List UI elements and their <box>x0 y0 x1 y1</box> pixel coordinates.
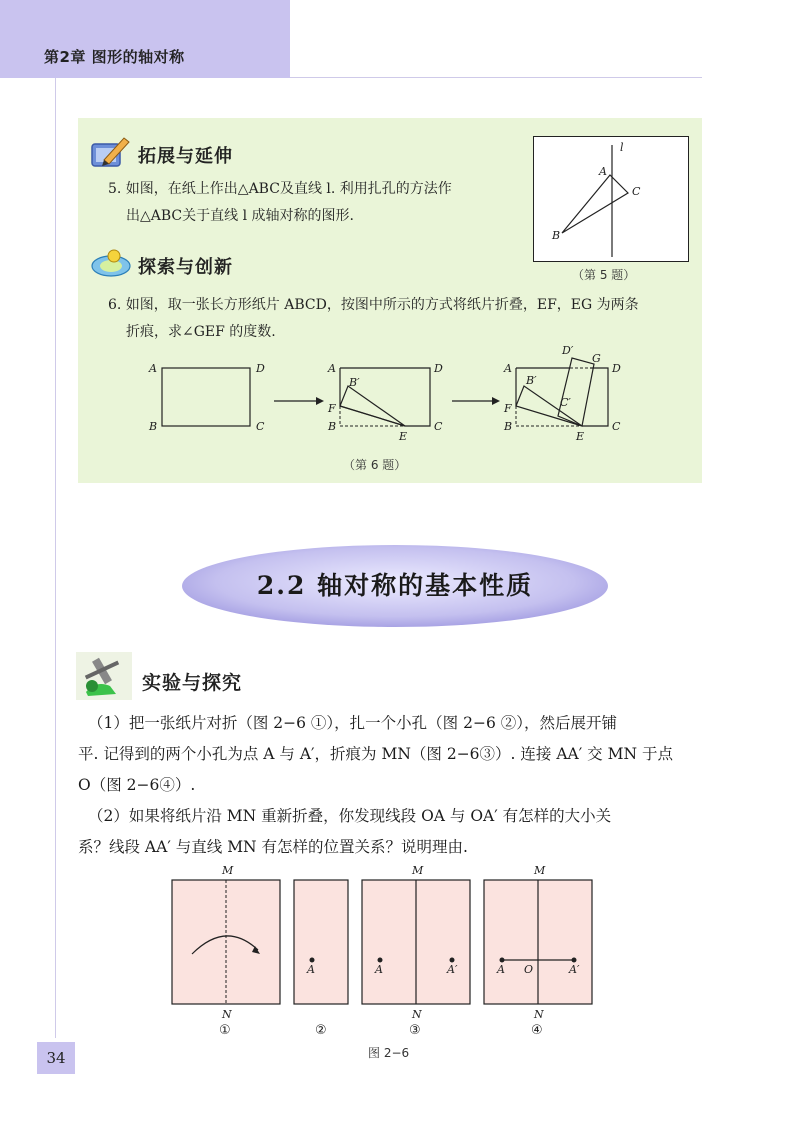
fig6c-label-e: E <box>576 430 585 443</box>
fig26-3-label-a1: A′ <box>447 963 458 976</box>
chapter-title: 第2章 图形的轴对称 <box>44 48 185 66</box>
fig5-caption: （第 5 题） <box>572 268 636 282</box>
rect-abcd <box>162 368 250 426</box>
microscope-icon <box>76 652 132 700</box>
page-number: 34 <box>37 1042 75 1074</box>
fig6b-label-b1: B′ <box>349 376 360 389</box>
para1-line3: O（图 2−6④）. <box>78 776 196 794</box>
fig6c-label-g: G <box>592 352 601 365</box>
fig26-4-label-o: O <box>524 963 534 976</box>
fig6c-label-b1: B′ <box>526 374 537 387</box>
panel-number-2: ② <box>315 1023 327 1038</box>
fig26-3-label-a: A <box>375 963 383 976</box>
fig5-label-c: C <box>632 185 641 198</box>
fig6c-label-b: B <box>504 420 513 433</box>
fig6a-label-a: A <box>149 362 157 375</box>
fig5-label-b: B <box>552 229 561 242</box>
panel-number-1: ① <box>219 1023 231 1038</box>
section-title-banner <box>180 543 610 629</box>
fig26-4-label-n: N <box>534 1008 544 1021</box>
para2-line1: （2）如果将纸片沿 MN 重新折叠，你发现线段 OA 与 OA′ 有怎样的大小关 <box>88 807 612 825</box>
fig26-4-label-a1: A′ <box>569 963 580 976</box>
fig6c-label-f: F <box>504 402 512 415</box>
fig6-caption: （第 6 题） <box>343 458 407 472</box>
panel-number-3: ③ <box>409 1023 421 1038</box>
figure-5 <box>533 136 689 262</box>
fig26-1-label-m: M <box>222 864 234 877</box>
triangle-abc <box>562 175 628 233</box>
fig6b-label-e: E <box>399 430 408 443</box>
fig6c-label-d1: D′ <box>562 344 574 357</box>
fig6b-label-d: D <box>434 362 443 375</box>
fig6a-label-b: B <box>149 420 158 433</box>
fig6c-label-c1: C′ <box>560 396 571 409</box>
panel-number-4: ④ <box>531 1023 543 1038</box>
problem6-line1: 6. 如图，取一张长方形纸片 ABCD，按图中所示的方式将纸片折叠，EF，EG 为两条 <box>108 297 639 313</box>
fig26-3-label-m: M <box>412 864 424 877</box>
fig6c-label-a: A <box>504 362 512 375</box>
para2-line2: 系？线段 AA′ 与直线 MN 有怎样的位置关系？说明理由. <box>78 838 468 856</box>
fig6a-label-d: D <box>256 362 265 375</box>
fig26-1-label-n: N <box>222 1008 232 1021</box>
fig6b-label-a: A <box>328 362 336 375</box>
fig6c-label-c: C <box>612 420 621 433</box>
chapter-tab <box>0 0 290 78</box>
fig26-4-label-a: A <box>497 963 505 976</box>
fig6b-label-f: F <box>328 402 336 415</box>
para1-line2: 平. 记得到的两个小孔为点 A 与 A′，折痕为 MN（图 2−6③）. 连接 AA′ 交 MN 于点 <box>78 745 673 763</box>
fig5-label-a: A <box>599 165 607 178</box>
fig6c-label-d: D <box>612 362 621 375</box>
fig26-3-label-n: N <box>412 1008 422 1021</box>
fig26-2-label-a: A <box>307 963 315 976</box>
fig26-caption: 图 2−6 <box>368 1046 410 1060</box>
globe-icon <box>90 246 132 280</box>
para1-line1: （1）把一张纸片对折（图 2−6 ①），扎一个小孔（图 2−6 ②），然后展开铺 <box>88 714 617 732</box>
fig6a-label-c: C <box>256 420 265 433</box>
panel-2-paper <box>294 880 348 1004</box>
figure-6 <box>140 340 630 448</box>
explore-heading: 探索与创新 <box>138 257 233 278</box>
experiment-heading: 实验与探究 <box>142 672 243 694</box>
fig6b-label-c: C <box>434 420 443 433</box>
extension-heading: 拓展与延伸 <box>138 146 233 167</box>
fig26-4-label-m: M <box>534 864 546 877</box>
header-rule <box>290 77 702 78</box>
pencil-book-icon <box>90 134 132 170</box>
figure-2-6 <box>160 862 620 1042</box>
fig6b-label-b: B <box>328 420 337 433</box>
fig5-label-l: l <box>620 141 624 154</box>
problem5-line1: 5. 如图，在纸上作出△ABC及直线 l. 利用扎孔的方法作 <box>108 181 452 197</box>
section-title: 2.2 轴对称的基本性质 <box>256 571 534 600</box>
margin-rule <box>55 78 56 1038</box>
problem6-line2: 折痕，求∠GEF 的度数. <box>126 324 276 340</box>
problem5-line2: 出△ABC关于直线 l 成轴对称的图形. <box>126 208 354 224</box>
